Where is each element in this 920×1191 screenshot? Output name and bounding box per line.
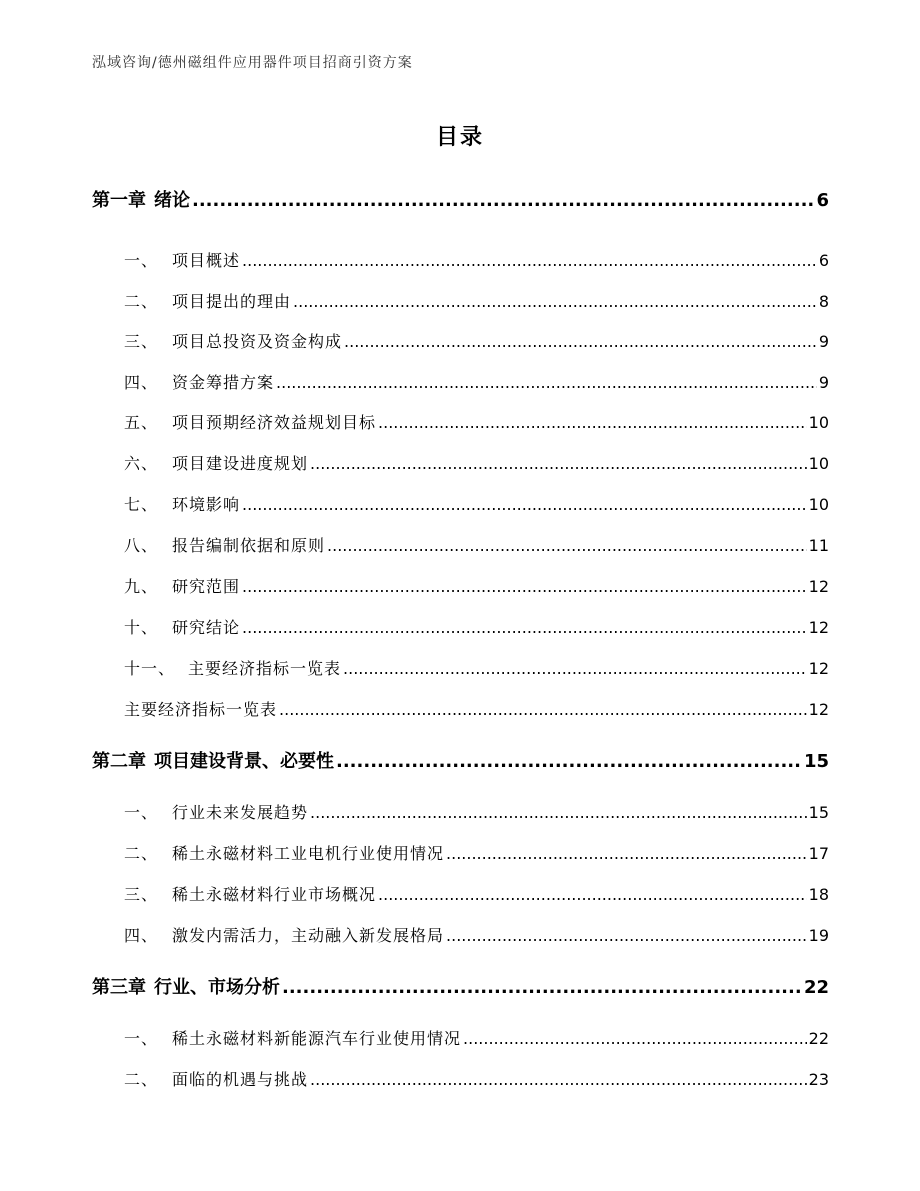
toc-entry-number: 十、 [124,618,159,637]
toc-entry-page: 18 [808,885,829,904]
toc-entry-page: 8 [818,292,829,311]
toc-entry-title: 项目提出的理由 [172,292,292,311]
toc-entry-section[interactable] [124,289,829,312]
toc-entry-number: 二、 [124,1070,159,1089]
toc-leader-dots [310,803,807,822]
toc-entry-chapter[interactable] [92,973,829,999]
toc-entry-page: 11 [808,536,829,555]
toc-entry-section[interactable] [124,410,829,433]
toc-leader-dots [310,454,807,473]
toc-entry-page: 12 [808,700,829,719]
toc-entry-section[interactable] [124,841,829,864]
toc-entry-section[interactable] [124,492,829,515]
toc-leader-dots [293,292,817,311]
toc-entry-title: 稀土永磁材料行业市场概况 [172,885,377,904]
toc-entry-section[interactable] [124,615,829,638]
toc-entry-number: 五、 [124,413,159,432]
toc-entry-page: 22 [808,1029,829,1048]
toc-entry-title: 项目概述 [172,251,241,270]
toc-entry-page: 12 [808,659,829,678]
toc-entry-section[interactable] [124,248,829,271]
toc-leader-dots [242,495,807,514]
toc-entry-title: 项目预期经济效益规划目标 [172,413,377,432]
toc-leader-dots [463,1029,807,1048]
toc-leader-dots [343,659,807,678]
toc-entry-section[interactable] [124,656,829,679]
toc-leader-dots [327,536,807,555]
page-header: 泓域咨询/德州磁组件应用器件项目招商引资方案 [92,55,413,71]
toc-entry-title: 稀土永磁材料工业电机行业使用情况 [172,844,445,863]
toc-entry-number: 一、 [124,251,159,270]
toc-entry-page: 6 [816,190,829,211]
toc-entry-page: 19 [808,926,829,945]
toc-entry-number: 三、 [124,885,159,904]
toc-leader-dots [242,577,807,596]
toc-entry-title: 项目建设进度规划 [172,454,309,473]
toc-entry-title: 激发内需活力，主动融入新发展格局 [172,926,445,945]
toc-entry-page: 22 [803,977,829,998]
toc-entry-page: 9 [818,332,829,351]
toc-entry-section[interactable] [124,329,829,352]
toc-leader-dots [344,332,817,351]
toc-entry-title: 主要经济指标一览表 [188,659,342,678]
toc-entry-number: 第二章 [92,751,146,772]
toc-entry-section[interactable] [124,1067,829,1090]
toc-leader-dots [310,1070,807,1089]
toc-entry-number: 二、 [124,292,159,311]
toc-entry-page: 15 [803,751,829,772]
toc-entry-number: 九、 [124,577,159,596]
toc-entry-number: 二、 [124,844,159,863]
toc-entry-title: 稀土永磁材料新能源汽车行业使用情况 [172,1029,462,1048]
toc-entry-title: 绪论 [154,190,190,211]
toc-entry-section[interactable] [124,800,829,823]
toc-entry-section[interactable] [124,1026,829,1049]
toc-entry-number: 第一章 [92,190,146,211]
toc-entry-title: 报告编制依据和原则 [172,536,326,555]
toc-entry-title: 项目建设背景、必要性 [154,751,334,772]
toc-entry-section[interactable] [124,370,829,393]
toc-entry-number: 一、 [124,803,159,822]
toc-leader-dots [276,373,817,392]
toc-entry-title: 行业、市场分析 [154,977,280,998]
toc-entry-number: 四、 [124,373,159,392]
toc-entry-page: 10 [808,454,829,473]
toc-entry-section[interactable] [124,923,829,946]
toc-entry-number: 七、 [124,495,159,514]
toc-entry-page: 15 [808,803,829,822]
toc-entry-page: 17 [808,844,829,863]
toc-entry-section[interactable] [124,882,829,905]
toc-leader-dots [378,885,807,904]
toc-leader-dots [242,618,807,637]
toc-leader-dots [446,926,807,945]
toc-entry-title: 项目总投资及资金构成 [172,332,343,351]
toc-leader-dots [279,700,807,719]
toc-entry-page: 12 [808,577,829,596]
toc-entry-section[interactable] [124,533,829,556]
toc-entry-page: 9 [818,373,829,392]
toc-entry-section[interactable] [124,451,829,474]
toc-entry-page: 6 [818,251,829,270]
toc-entry-page: 10 [808,495,829,514]
toc-title: 目录 [435,125,484,150]
toc-leader-dots [192,190,814,211]
toc-entry-chapter[interactable] [92,747,829,773]
toc-entry-page: 12 [808,618,829,637]
toc-leader-dots [446,844,807,863]
toc-leader-dots [242,251,817,270]
toc-entry-title: 行业未来发展趋势 [172,803,309,822]
toc-entry-page: 23 [808,1070,829,1089]
toc-entry-page: 10 [808,413,829,432]
toc-entry-chapter[interactable] [92,186,829,212]
toc-entry-number: 四、 [124,926,159,945]
toc-entry-number: 第三章 [92,977,146,998]
toc-leader-dots [282,977,802,998]
toc-entry-title: 环境影响 [172,495,241,514]
toc-entry-number: 八、 [124,536,159,555]
toc-entry-number: 一、 [124,1029,159,1048]
toc-entry-number: 十一、 [124,659,176,678]
toc-entry-title: 研究结论 [172,618,241,637]
toc-entry-number: 三、 [124,332,159,351]
toc-entry-title: 研究范围 [172,577,241,596]
toc-entry-section[interactable] [124,697,829,720]
toc-entry-title: 主要经济指标一览表 [124,700,278,719]
toc-entry-number: 六、 [124,454,159,473]
toc-entry-title: 面临的机遇与挑战 [172,1070,309,1089]
toc-entry-section[interactable] [124,574,829,597]
toc-leader-dots [336,751,802,772]
toc-leader-dots [378,413,807,432]
toc-entry-title: 资金筹措方案 [172,373,275,392]
